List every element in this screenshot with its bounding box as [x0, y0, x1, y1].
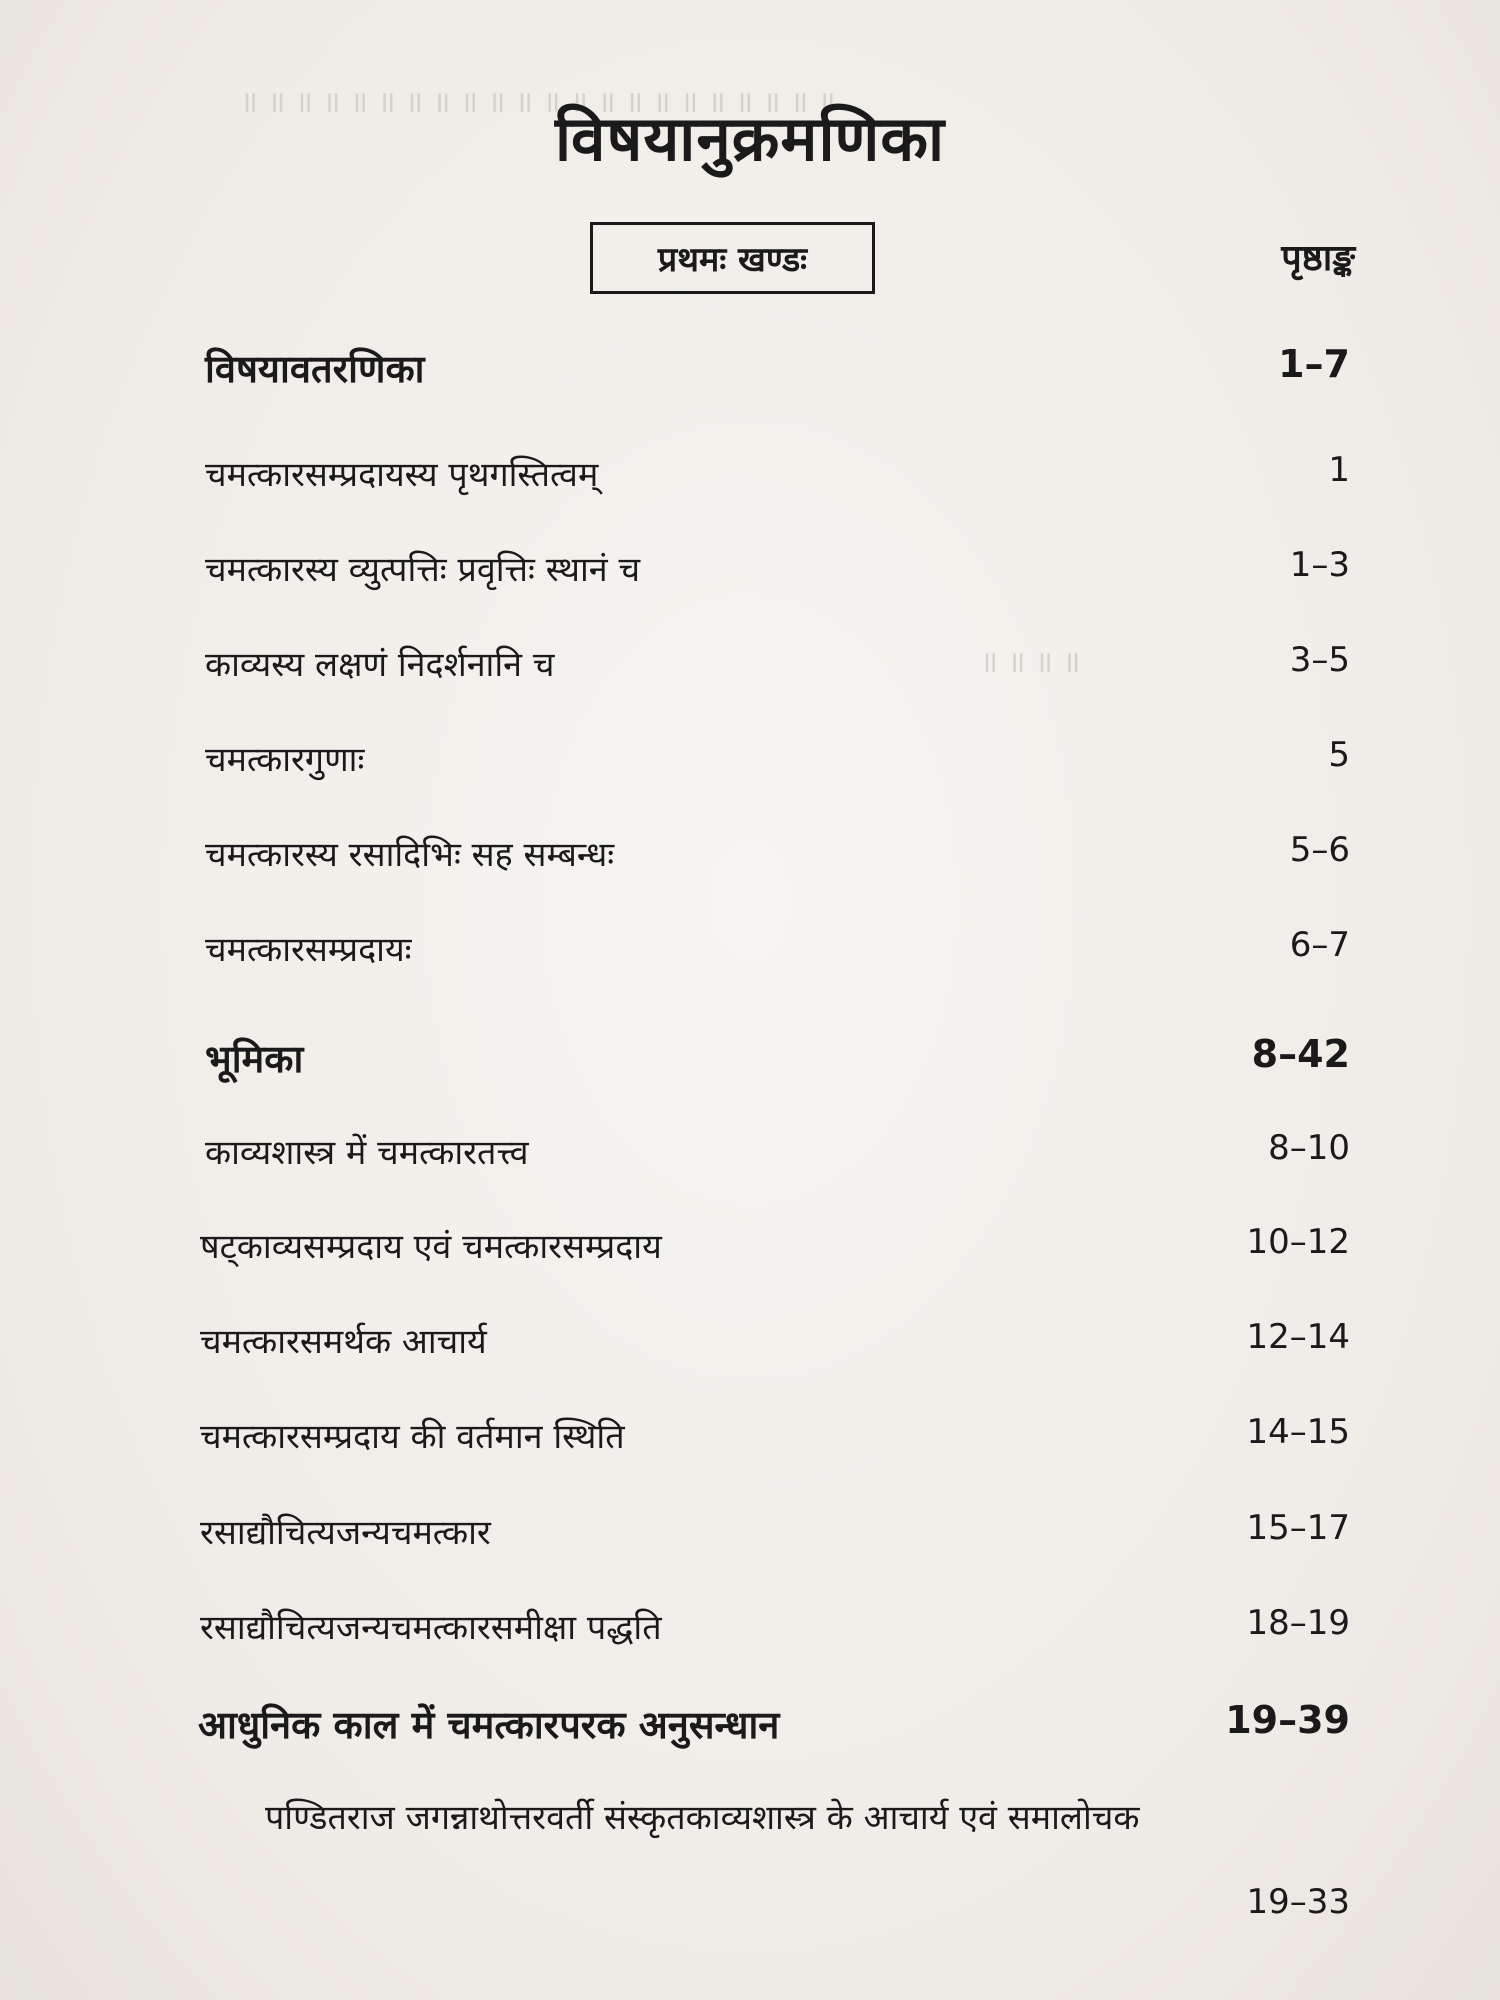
toc-label: विषयावतरणिका [205, 347, 425, 391]
toc-label: काव्यशास्त्र में चमत्कारतत्त्व [205, 1133, 529, 1173]
page-number-header: पृष्ठाङ्क [1281, 238, 1355, 279]
toc-label: चमत्कारस्य रसादिभिः सह सम्बन्धः [205, 835, 615, 875]
toc-entry [0, 1508, 1500, 1568]
bleed-through-text: ॥ ॥ ॥ ॥ ॥ ॥ ॥ ॥ ॥ ॥ ॥ ॥ ॥ ॥ ॥ ॥ ॥ ॥ ॥ ॥ ॥ ॥ [240, 85, 836, 120]
toc-label: चमत्कारसम्प्रदाय की वर्तमान स्थिति [200, 1417, 625, 1457]
section-label: प्रथमः खण्डः [657, 240, 808, 280]
toc-label: चमत्कारसम्प्रदायः [205, 930, 412, 970]
toc-label: आधुनिक काल में चमत्कारपरक अनुसन्धान [198, 1703, 780, 1747]
toc-entry [0, 450, 1500, 510]
toc-entry [0, 1128, 1500, 1188]
toc-pages: 5–6 [1289, 830, 1350, 870]
toc-pages: 8–10 [1268, 1128, 1350, 1168]
toc-entry [0, 1222, 1500, 1282]
page-title: विषयानुक्रमणिका [554, 102, 946, 175]
section-box [590, 222, 875, 294]
toc-entry [0, 735, 1500, 795]
toc-entry-wrapped [0, 1770, 1500, 1970]
toc-entry [0, 640, 1500, 700]
toc-pages: 3–5 [1289, 640, 1350, 680]
toc-heading [0, 1032, 1500, 1092]
toc-pages: 19–39 [1225, 1698, 1350, 1742]
toc-pages: 19–33 [1246, 1882, 1350, 1922]
toc-pages: 1–3 [1289, 545, 1350, 585]
toc-label: रसाद्यौचित्यजन्यचमत्कारसमीक्षा पद्धति [200, 1608, 662, 1648]
toc-label: रसाद्यौचित्यजन्यचमत्कार [200, 1513, 491, 1553]
toc-pages: 14–15 [1246, 1412, 1350, 1452]
toc-pages: 12–14 [1246, 1317, 1350, 1357]
toc-pages: 8–42 [1251, 1032, 1350, 1076]
toc-pages: 18–19 [1246, 1603, 1350, 1643]
toc-label: भूमिका [205, 1037, 304, 1081]
toc-label: चमत्कारगुणाः [205, 740, 365, 780]
toc-pages: 1 [1328, 450, 1350, 490]
toc-label: चमत्कारसम्प्रदायस्य पृथगस्तित्वम् [205, 455, 599, 495]
toc-pages: 15–17 [1246, 1508, 1350, 1548]
toc-label: काव्यस्य लक्षणं निदर्शनानि च [205, 645, 555, 685]
toc-label: पण्डितराज जगन्नाथोत्तरवर्ती संस्कृतकाव्यशास्त्र के आचार्य एवं समालोचक [265, 1798, 1140, 1838]
bleed-through-text: ॥ ॥ ॥ ॥ [980, 645, 1081, 680]
toc-entry [0, 1317, 1500, 1377]
toc-pages: 10–12 [1246, 1222, 1350, 1262]
toc-heading [0, 1698, 1500, 1758]
toc-pages: 5 [1328, 735, 1350, 775]
toc-label: चमत्कारसमर्थक आचार्य [200, 1322, 487, 1362]
toc-heading [0, 342, 1500, 402]
toc-entry [0, 830, 1500, 890]
toc-entry [0, 1412, 1500, 1472]
toc-pages: 1–7 [1278, 342, 1350, 386]
toc-label: षट्काव्यसम्प्रदाय एवं चमत्कारसम्प्रदाय [200, 1227, 662, 1267]
toc-entry [0, 925, 1500, 985]
toc-pages: 6–7 [1289, 925, 1350, 965]
toc-label: चमत्कारस्य व्युत्पत्तिः प्रवृत्तिः स्थानं च [205, 550, 641, 590]
toc-entry [0, 1603, 1500, 1663]
toc-entry [0, 545, 1500, 605]
